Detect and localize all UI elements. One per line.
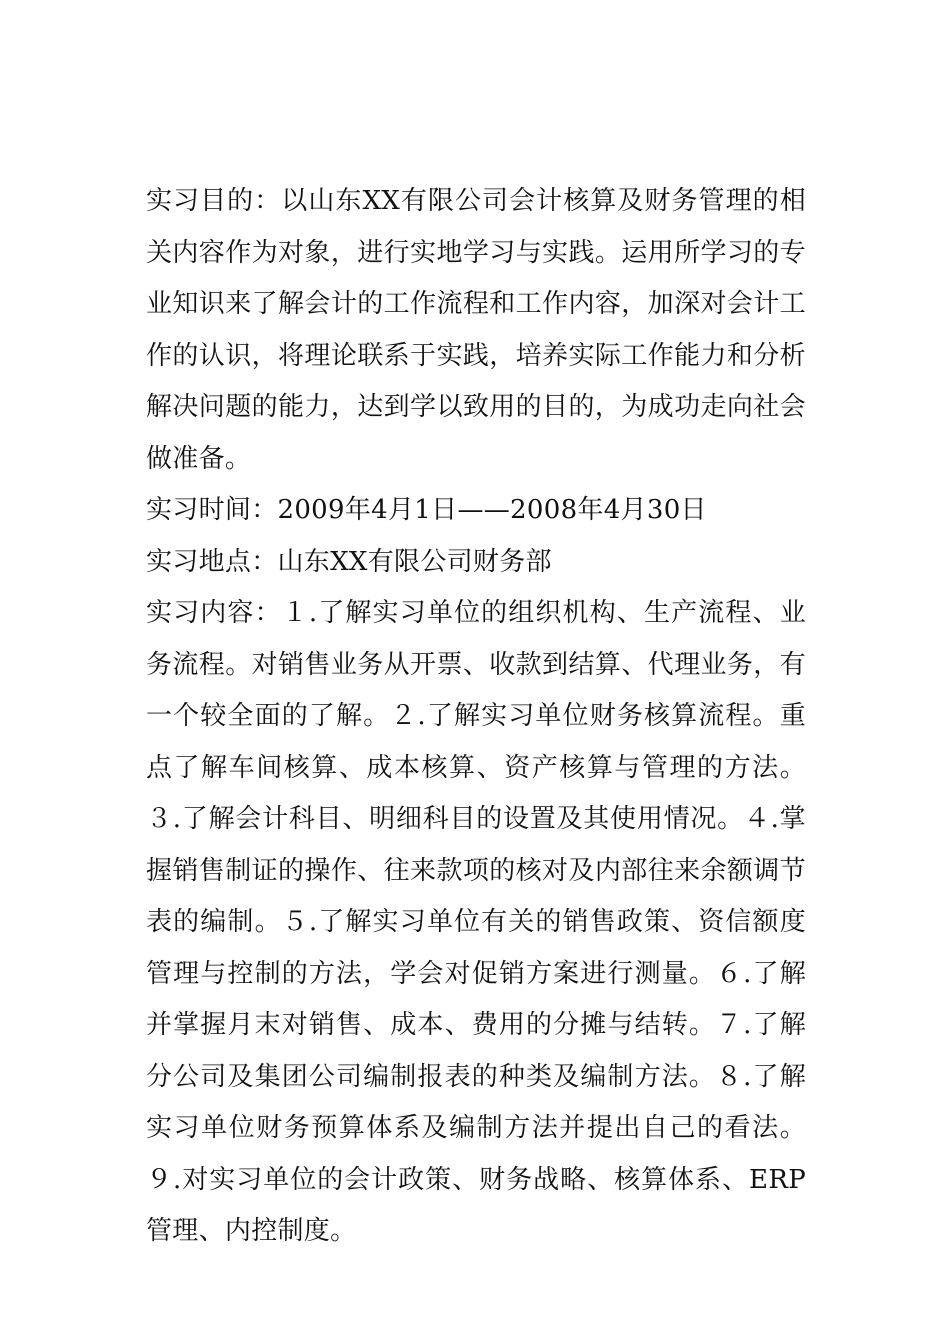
paragraph-time: 实习时间：2009年4月1日——2008年4月30日	[146, 495, 707, 525]
paragraph-content: 实习内容：１.了解实习单位的组织机构、生产流程、业务流程。对销售业务从开票、收款到结算、代理业务，有一个较全面的了解。２.了解实习单位财务核算流程。重点了解车间核算、成本核算、资产核算与管理的方法。３.了解会计科目、明细科目的设置及其使用情况。４.掌握销售制证的操作、往来款项的核对及内部往来余额调节表的编制。５.了解实习单位有关的销售政策、资信额度管理与控制的方法，学会对促销方案进行测量。６.了解并掌握月末对销售、成本、费用的分摊与结转。７.了解分公司及集团公司编制报表的种类及编制方法。８.了解实习单位财务预算体系及编制方法并提出自己的看法。９.对实习单位的会计政策、财务战略、核算体系、ERP管理、内控制度。	[146, 598, 806, 1246]
document-body	[146, 176, 806, 1258]
paragraph-purpose: 实习目的：以山东XX有限公司会计核算及财务管理的相关内容作为对象，进行实地学习与实践。运用所学习的专业知识来了解会计的工作流程和工作内容，加深对会计工作的认识，将理论联系于实践，培养实际工作能力和分析解决问题的能力，达到学以致用的目的，为成功走向社会做准备。	[146, 186, 806, 474]
paragraph-location: 实习地点：山东XX有限公司财务部	[146, 546, 552, 577]
